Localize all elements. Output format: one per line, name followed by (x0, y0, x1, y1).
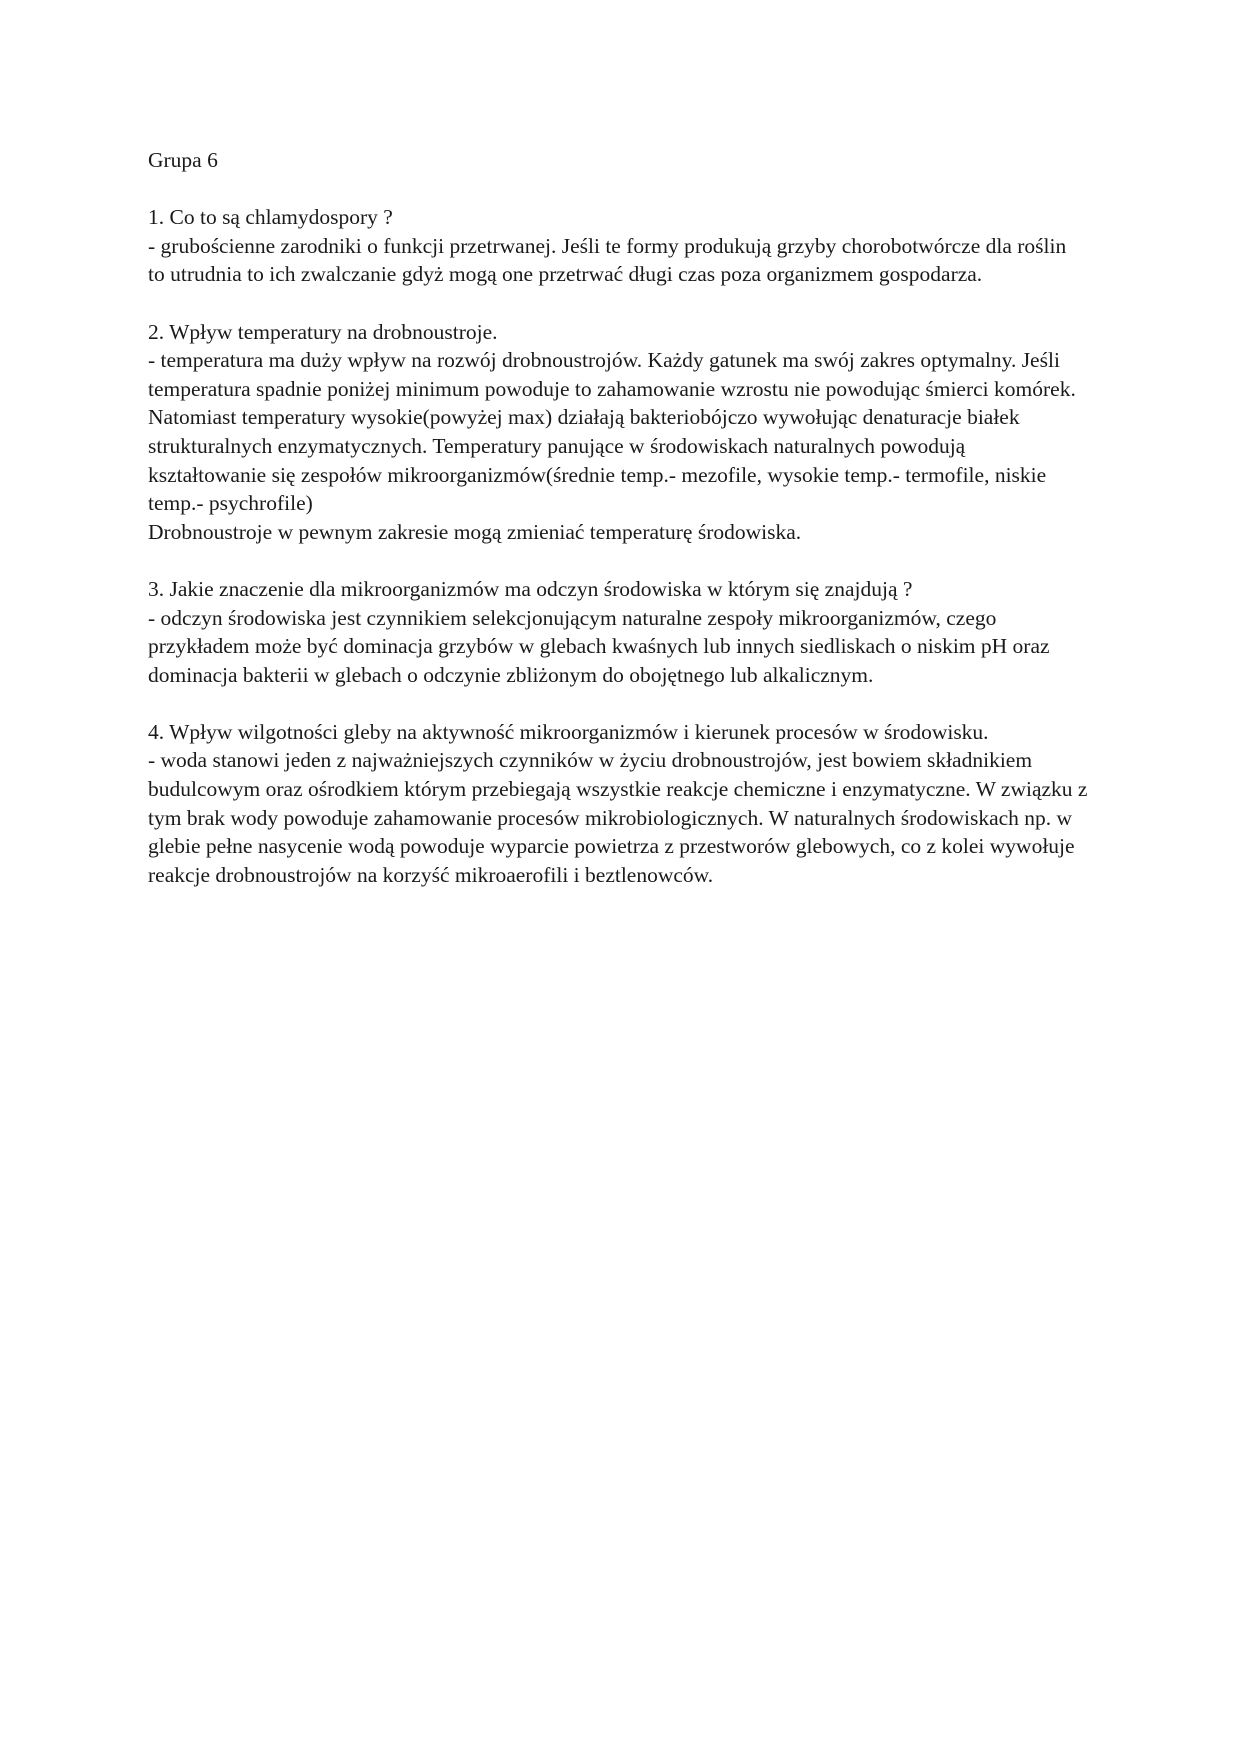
question-3: 3. Jakie znaczenie dla mikroorganizmów ma odczyn środowiska w którym się znajdują ? (148, 576, 913, 601)
document-page (148, 146, 1088, 918)
document-title: Grupa 6 (148, 148, 218, 172)
question-1: 1. Co to są chlamydospory ? (148, 205, 393, 230)
section-3 (148, 575, 1088, 689)
note-2: Drobnoustroje w pewnym zakresie mogą zmieniać temperaturę środowiska. (148, 519, 802, 544)
question-4: 4. Wpływ wilgotności gleby na aktywność mikroorganizmów i kierunek procesów w środowisku. (148, 719, 989, 744)
section-2 (148, 318, 1088, 547)
answer-2: - temperatura ma duży wpływ na rozwój drobnoustrojów. Każdy gatunek ma swój zakres optymalny. Jeśli temperatura spadnie poniżej minimum powoduje to zahamowanie wzrostu nie powodując śmierci komórek. Natomiast temperatury wysokie(powyżej max) działają bakteriobójczo wywołując denaturacje białek strukturalnych enzymatycznych. Temperatury panujące w środowiskach naturalnych powodują kształtowanie się zespołów mikroorganizmów(średnie temp.- mezofile, wysokie temp.- termofile, niskie temp.- psychrofile) (148, 348, 1076, 516)
question-2: 2. Wpływ temperatury na drobnoustroje. (148, 319, 498, 344)
answer-3: - odczyn środowiska jest czynnikiem selekcjonującym naturalne zespoły mikroorganizmów, czego przykładem może być dominacja grzybów w glebach kwaśnych lub innych siedliskach o niskim pH oraz dominacja bakterii w glebach o odczynie zbliżonym do obojętnego lub alkalicznym. (148, 605, 1050, 687)
answer-1: - grubościenne zarodniki o funkcji przetrwanej. Jeśli te formy produkują grzyby chorobotwórcze dla roślin to utrudnia to ich zwalczanie gdyż mogą one przetrwać długi czas poza organizmem gospodarza. (148, 233, 1067, 287)
section-1 (148, 203, 1088, 289)
answer-4: - woda stanowi jeden z najważniejszych czynników w życiu drobnoustrojów, jest bowiem składnikiem budulcowym oraz ośrodkiem którym przebiegają wszystkie reakcje chemiczne i enzymatyczne. W związku z tym brak wody powoduje zahamowanie procesów mikrobiologicznych. W naturalnych środowiskach np. w glebie pełne nasycenie wodą powoduje wyparcie powietrza z przestworów glebowych, co z kolei wywołuje reakcje drobnoustrojów na korzyść mikroaerofili i beztlenowców. (148, 748, 1088, 887)
section-4 (148, 718, 1088, 890)
